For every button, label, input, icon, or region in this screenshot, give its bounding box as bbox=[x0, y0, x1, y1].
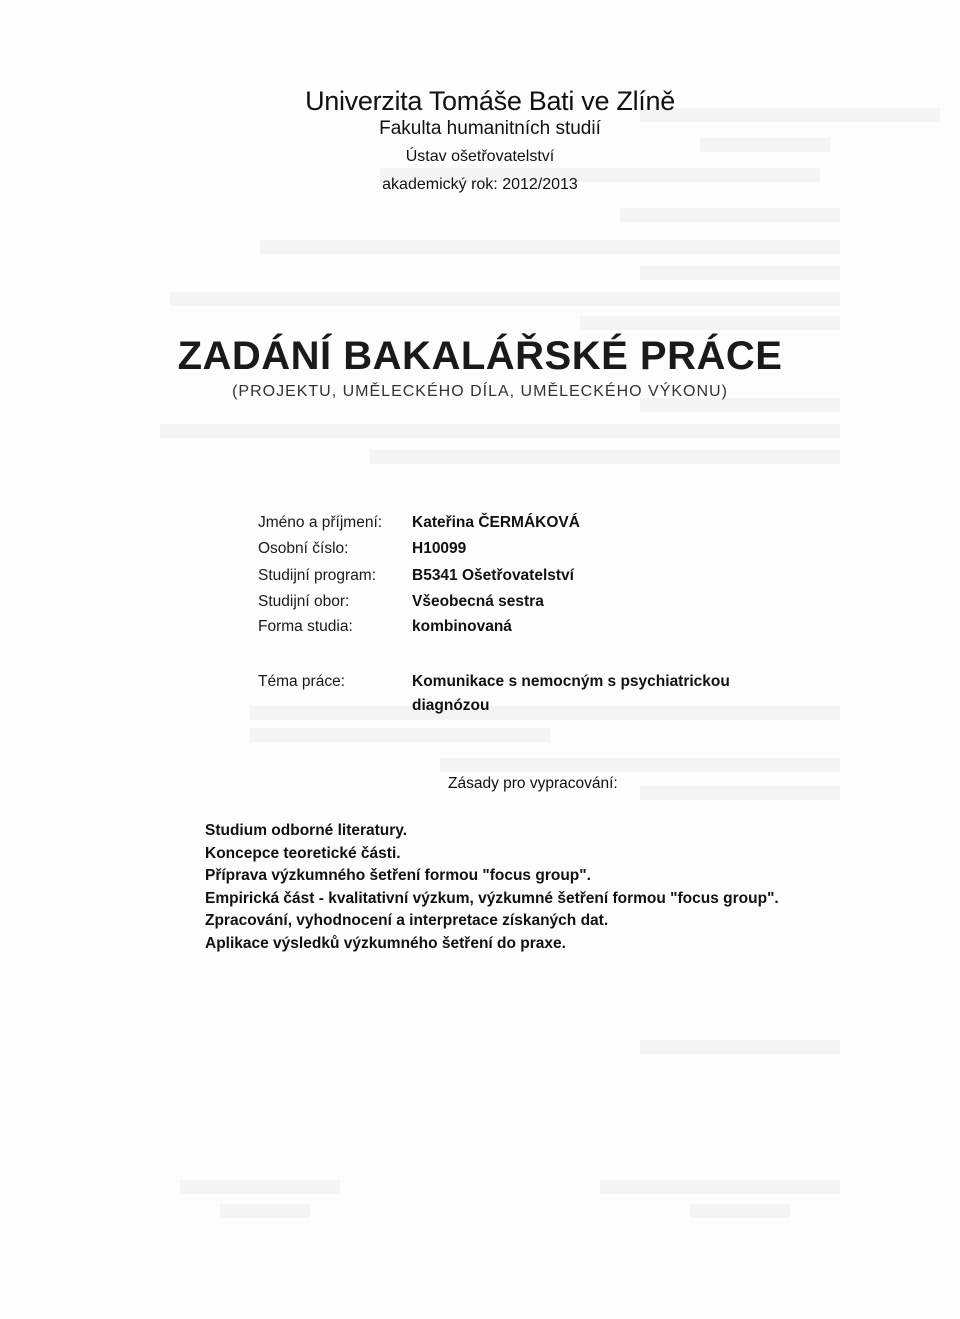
list-item: Příprava výzkumného šetření formou "focus group". bbox=[205, 867, 591, 884]
document-subtitle: (PROJEKTU, UMĚLECKÉHO DÍLA, UMĚLECKÉHO VÝKONU) bbox=[232, 383, 728, 400]
topic-line-1: Komunikace s nemocným s psychiatrickou bbox=[412, 673, 730, 690]
name-value: Kateřina ČERMÁKOVÁ bbox=[412, 514, 580, 531]
study-field-value: Všeobecná sestra bbox=[412, 593, 544, 610]
list-item: Aplikace výsledků výzkumného šetření do praxe. bbox=[205, 934, 566, 952]
personal-number-label: Osobní číslo: bbox=[258, 540, 349, 557]
list-item: Koncepce teoretické části. bbox=[205, 844, 401, 862]
list-item: Empirická část - kvalitativní výzkum, výzkumné šetření formou "focus group". bbox=[205, 889, 779, 907]
university-name: Univerzita Tomáše Bati ve Zlíně bbox=[305, 86, 675, 116]
list-item: Studium odborné literatury. bbox=[205, 822, 408, 839]
list-item: Zpracování, vyhodnocení a interpretace získaných dat. bbox=[205, 912, 609, 929]
topic-label: Téma práce: bbox=[258, 673, 346, 690]
academic-year: akademický rok: 2012/2013 bbox=[382, 176, 578, 193]
study-program-value: B5341 Ošetřovatelství bbox=[412, 567, 574, 584]
principles-heading: Zásady pro vypracování: bbox=[448, 775, 618, 792]
study-form-label: Forma studia: bbox=[258, 618, 353, 635]
study-field-label: Studijní obor: bbox=[258, 593, 350, 610]
document-title: ZADÁNÍ BAKALÁŘSKÉ PRÁCE bbox=[177, 334, 783, 378]
institute-name: Ústav ošetřovatelství bbox=[405, 148, 555, 165]
faculty-name: Fakulta humanitních studií bbox=[379, 118, 601, 139]
study-program-label: Studijní program: bbox=[258, 567, 377, 584]
study-form-value: kombinovaná bbox=[412, 618, 512, 635]
name-label: Jméno a příjmení: bbox=[258, 514, 383, 531]
personal-number-value: H10099 bbox=[412, 540, 467, 557]
topic-line-2: diagnózou bbox=[412, 697, 490, 714]
principles-list bbox=[205, 820, 925, 955]
